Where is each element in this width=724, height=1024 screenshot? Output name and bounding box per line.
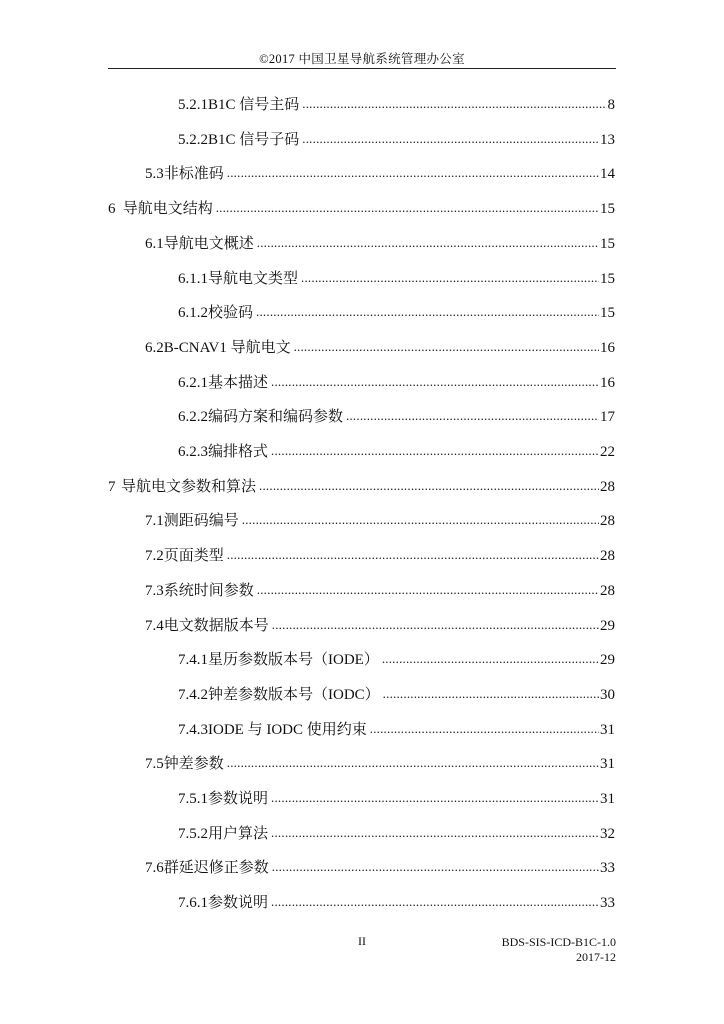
toc-entry-title: 非标准码 <box>163 166 224 182</box>
toc-entry-page: 17 <box>600 409 615 425</box>
toc-entry-title: IODE 与 IODC 使用约束 <box>208 722 367 738</box>
toc-entry[interactable] <box>178 719 615 741</box>
toc-entry-page: 22 <box>600 444 615 460</box>
toc-entry-page: 16 <box>600 340 615 356</box>
dot-leader <box>271 440 599 462</box>
running-header: ©2017 中国卫星导航系统管理办公室 <box>259 52 465 66</box>
toc-entry-number: 7.1 <box>145 513 164 529</box>
toc-entry-page: 29 <box>600 652 615 668</box>
toc-entry-number: 7.4.3 <box>178 722 208 738</box>
toc-entry[interactable] <box>178 649 615 671</box>
toc-entry-page: 15 <box>600 271 615 287</box>
toc-entry-title: 测距码编号 <box>163 513 239 529</box>
toc-entry-number: 6 <box>108 201 116 217</box>
toc-entry-page: 28 <box>600 479 615 495</box>
dot-leader <box>256 301 599 323</box>
dot-leader <box>271 787 599 809</box>
toc-entry-title: 基本描述 <box>208 375 269 391</box>
toc-entry-page: 15 <box>600 201 615 217</box>
toc-entry[interactable] <box>145 580 615 602</box>
dot-leader <box>294 336 599 358</box>
dot-leader <box>346 405 599 427</box>
toc-entry[interactable] <box>178 94 615 116</box>
toc-entry-title: 编码方案和编码参数 <box>208 409 344 425</box>
dot-leader <box>227 752 599 774</box>
toc-entry-page: 33 <box>600 895 615 911</box>
dot-leader <box>257 232 599 254</box>
dot-leader <box>216 197 599 219</box>
dot-leader <box>242 509 599 531</box>
dot-leader <box>301 267 599 289</box>
toc-entry-number: 7 <box>108 479 116 495</box>
toc-entry-title: 导航电文类型 <box>208 271 299 287</box>
toc-entry[interactable] <box>145 615 615 637</box>
dot-leader <box>272 614 599 636</box>
toc-entry-title: 编排格式 <box>208 444 269 460</box>
dot-leader <box>272 856 599 878</box>
toc-entry-number: 7.2 <box>145 548 164 564</box>
toc-entry-page: 31 <box>600 722 615 738</box>
toc-entry[interactable] <box>178 302 615 324</box>
toc-entry-number: 7.5.2 <box>178 826 208 842</box>
toc-entry-title: B-CNAV1 导航电文 <box>163 340 291 356</box>
toc-entry-page: 14 <box>600 166 615 182</box>
toc-entry-number: 5.2.2 <box>178 132 208 148</box>
toc-entry-title: 参数说明 <box>208 895 269 911</box>
toc-entry-page: 31 <box>600 756 615 772</box>
toc-entry-title: 页面类型 <box>163 548 224 564</box>
toc-entry-title: 系统时间参数 <box>163 583 254 599</box>
footer-date: 2017-12 <box>576 950 616 964</box>
toc-entry-title: 用户算法 <box>208 826 269 842</box>
toc-entry-page: 28 <box>600 548 615 564</box>
toc-entry-number: 7.6 <box>145 860 164 876</box>
toc-entry[interactable] <box>108 198 615 220</box>
toc-entry-number: 6.1.2 <box>178 305 208 321</box>
toc-entry-page: 32 <box>600 826 615 842</box>
toc-entry[interactable] <box>178 892 615 914</box>
toc-entry[interactable] <box>145 337 615 359</box>
toc-entry-number: 6.2.1 <box>178 375 208 391</box>
toc-entry-page: 15 <box>600 305 615 321</box>
toc-entry[interactable] <box>145 753 615 775</box>
toc-entry-page: 8 <box>607 97 615 113</box>
dot-leader <box>382 648 599 670</box>
toc-entry-number: 7.3 <box>145 583 164 599</box>
toc-entry[interactable] <box>178 268 615 290</box>
toc-entry-number: 7.5.1 <box>178 791 208 807</box>
dot-leader <box>271 891 599 913</box>
dot-leader <box>302 128 599 150</box>
toc-entry-number: 7.4 <box>145 618 164 634</box>
toc-entry-page: 33 <box>600 860 615 876</box>
toc-entry-number: 7.6.1 <box>178 895 208 911</box>
toc-entry-number: 7.5 <box>145 756 164 772</box>
toc-entry[interactable] <box>108 476 615 498</box>
toc-entry-title: 校验码 <box>208 305 254 321</box>
toc-entry[interactable] <box>145 510 615 532</box>
toc-entry-page: 16 <box>600 375 615 391</box>
toc-entry-number: 6.1.1 <box>178 271 208 287</box>
toc-entry-number: 6.1 <box>145 236 164 252</box>
toc-entry[interactable] <box>178 406 615 428</box>
toc-entry[interactable] <box>178 129 615 151</box>
toc-entry-number: 5.2.1 <box>178 97 208 113</box>
toc-entry-page: 28 <box>600 583 615 599</box>
toc-entry[interactable] <box>145 545 615 567</box>
toc-entry-number: 7.4.1 <box>178 652 208 668</box>
toc-entry-title: 钟差参数版本号（IODC） <box>208 687 380 703</box>
toc-entry-number: 5.3 <box>145 166 164 182</box>
toc-entry-page: 30 <box>600 687 615 703</box>
footer-page-number: II <box>358 934 366 948</box>
toc-entry[interactable] <box>145 857 615 879</box>
toc-entry-title: 参数说明 <box>208 791 269 807</box>
dot-leader <box>227 162 599 184</box>
toc-entry[interactable] <box>178 684 615 706</box>
toc-entry-title: 群延迟修正参数 <box>163 860 269 876</box>
toc-entry-number: 6.2 <box>145 340 164 356</box>
toc-entry-page: 31 <box>600 791 615 807</box>
toc-entry-page: 28 <box>600 513 615 529</box>
dot-leader <box>271 822 599 844</box>
toc-entry-title: 星历参数版本号（IODE） <box>208 652 379 668</box>
dot-leader <box>383 683 599 705</box>
toc-entry-title: 导航电文概述 <box>163 236 254 252</box>
toc-entry-title: 导航电文参数和算法 <box>121 479 257 495</box>
toc-entry[interactable] <box>178 372 615 394</box>
dot-leader <box>227 544 599 566</box>
toc-entry[interactable] <box>178 441 615 463</box>
dot-leader <box>370 718 599 740</box>
toc-entry-title: 电文数据版本号 <box>163 618 269 634</box>
toc-entry-page: 13 <box>600 132 615 148</box>
footer-doc-info <box>502 935 616 965</box>
toc-entry-page: 29 <box>600 618 615 634</box>
toc-entry[interactable] <box>178 823 615 845</box>
toc-entry-number: 6.2.3 <box>178 444 208 460</box>
toc-entry[interactable] <box>178 788 615 810</box>
dot-leader <box>271 371 599 393</box>
dot-leader <box>257 579 599 601</box>
toc-entry-title: 导航电文结构 <box>122 201 213 217</box>
toc-entry-page: 15 <box>600 236 615 252</box>
footer-doc-id: BDS-SIS-ICD-B1C-1.0 <box>501 935 616 949</box>
toc-entry[interactable] <box>145 163 615 185</box>
toc-entry-title: B1C 信号主码 <box>208 97 300 113</box>
dot-leader <box>259 475 599 497</box>
dot-leader <box>302 93 606 115</box>
toc-entry-title: B1C 信号子码 <box>208 132 300 148</box>
toc-entry-number: 6.2.2 <box>178 409 208 425</box>
toc-entry-title: 钟差参数 <box>163 756 224 772</box>
toc-entry-number: 7.4.2 <box>178 687 208 703</box>
toc-entry[interactable] <box>145 233 615 255</box>
